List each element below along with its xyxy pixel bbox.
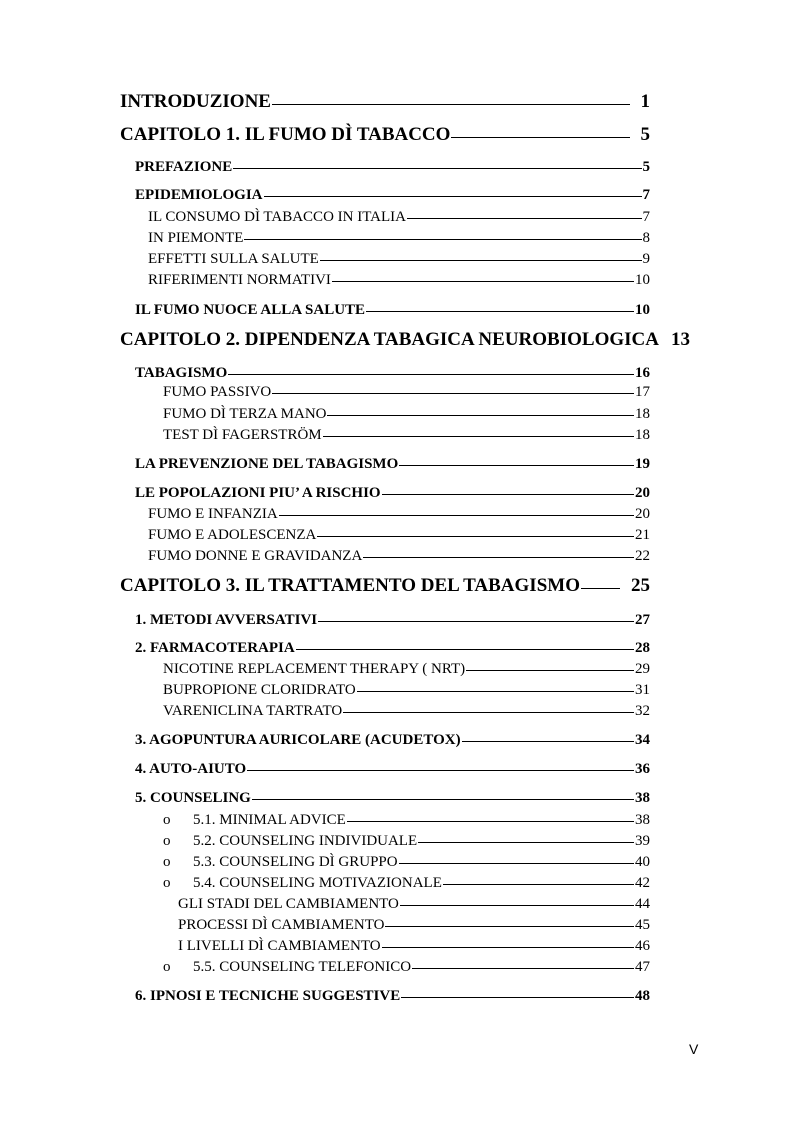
toc-entry[interactable] [163,833,650,850]
toc-entry-title: RIFERIMENTI NORMATIVI [148,272,331,288]
toc-entry[interactable] [163,959,650,976]
toc-entry-page: 1 [640,91,650,112]
toc-entry[interactable] [135,988,650,1005]
toc-entry-title: EPIDEMIOLOGIA [135,187,263,203]
toc-entry-page: 13 [670,329,690,350]
toc-entry[interactable] [163,661,650,678]
toc-entry[interactable] [135,187,650,204]
toc-entry[interactable] [178,896,650,913]
toc-entry[interactable] [135,302,650,319]
leader-line [252,799,634,800]
toc-entry-title: 5. COUNSELING [135,790,251,806]
leader-line [399,863,634,864]
toc-entry-title: 5.3. COUNSELING DÌ GRUPPO [193,854,398,870]
toc-entry-title: 5.1. MINIMAL ADVICE [193,812,346,828]
toc-entry-title: LE POPOLAZIONI PIU’ A RISCHIO [135,485,381,501]
toc-entry[interactable] [135,790,650,807]
toc-entry-title: CAPITOLO 3. IL TRATTAMENTO DEL TABAGISMO [120,575,580,596]
toc-entry-page: 18 [635,427,650,443]
toc-entry-title: INTRODUZIONE [120,91,271,112]
toc-entry-page: 17 [635,384,650,400]
toc-entry-page: 36 [635,761,650,777]
bullet-marker: o [163,875,171,891]
toc-entry-page: 25 [631,575,650,596]
toc-entry-page: 16 [635,365,650,381]
leader-line [412,968,634,969]
leader-line [401,997,634,998]
leader-line [466,670,634,671]
toc-entry-page: 10 [635,302,650,318]
toc-entry-page: 10 [635,272,650,288]
toc-entry-title: 5.4. COUNSELING MOTIVAZIONALE [193,875,442,891]
page-number: V [689,1041,699,1057]
toc-entry-page: 20 [635,506,650,522]
toc-entry-page: 38 [635,790,650,806]
toc-entry-page: 38 [635,812,650,828]
leader-line [400,905,634,906]
toc-entry[interactable] [120,124,650,146]
toc-entry[interactable] [120,329,690,351]
toc-entry-page: 22 [635,548,650,564]
leader-line [327,415,634,416]
toc-entry[interactable] [148,230,650,247]
toc-entry[interactable] [120,575,650,597]
toc-entry-page: 40 [635,854,650,870]
leader-line [581,588,620,589]
toc-entry-page: 27 [635,612,650,628]
leader-line [264,196,642,197]
toc-entry-title: PROCESSI DÌ CAMBIAMENTO [178,917,385,933]
toc-entry-page: 45 [635,917,650,933]
toc-entry[interactable] [163,682,650,699]
leader-line [385,926,634,927]
toc-entry-page: 28 [635,640,650,656]
toc-entry-title: 5.2. COUNSELING INDIVIDUALE [193,833,418,849]
toc-entry[interactable] [163,384,650,401]
toc-entry-page: 42 [635,875,650,891]
leader-line [244,239,641,240]
leader-line [366,311,634,312]
bullet-marker: o [163,854,171,870]
leader-line [357,691,634,692]
leader-line [296,649,634,650]
toc-entry-title: VARENICLINA TARTRATO [163,703,343,719]
toc-entry-title: 3. AGOPUNTURA AURICOLARE (ACUDETOX) [135,732,461,748]
leader-line [320,260,642,261]
toc-entry-page: 20 [635,485,650,501]
toc-entry-title: FUMO E ADOLESCENZA [148,527,317,543]
toc-entry-page: 9 [642,251,650,267]
toc-entry-title: CAPITOLO 1. IL FUMO DÌ TABACCO [120,124,451,145]
toc-entry-title: 6. IPNOSI E TECNICHE SUGGESTIVE [135,988,401,1004]
toc-entry-page: 48 [635,988,650,1004]
toc-entry-page: 19 [635,456,650,472]
toc-entry-page: 29 [635,661,650,677]
leader-line [451,137,629,138]
leader-line [318,621,634,622]
toc-entry[interactable] [120,91,650,113]
toc-entry-title: IL FUMO NUOCE ALLA SALUTE [135,302,366,318]
toc-entry[interactable] [135,485,650,502]
toc-entry-title: LA PREVENZIONE DEL TABAGISMO [135,456,399,472]
toc-entry[interactable] [135,159,650,176]
leader-line [363,557,634,558]
toc-entry-page: 7 [642,209,650,225]
leader-line [407,218,641,219]
leader-line [233,168,641,169]
toc-entry[interactable] [135,612,650,629]
toc-entry[interactable] [135,761,650,778]
toc-entry-page: 46 [635,938,650,954]
toc-entry-title: GLI STADI DEL CAMBIAMENTO [178,896,399,912]
leader-line [332,281,634,282]
toc-entry[interactable] [163,875,650,892]
toc-entry[interactable] [148,209,650,226]
bullet-marker: o [163,812,171,828]
toc-entry-page: 18 [635,406,650,422]
toc-entry-title: 2. FARMACOTERAPIA [135,640,295,656]
toc-entry-page: 8 [642,230,650,246]
toc-entry-page: 39 [635,833,650,849]
toc-entry-title: 1. METODI AVVERSATIVI [135,612,318,628]
toc-entry-page: 34 [635,732,650,748]
leader-line [272,393,634,394]
toc-entry-page: 5 [640,124,650,145]
toc-entry[interactable] [148,251,650,268]
leader-line [272,104,630,105]
toc-entry[interactable] [163,854,650,871]
toc-entry-title: FUMO DÌ TERZA MANO [163,406,327,422]
toc-entry-page: 44 [635,896,650,912]
leader-line [382,947,634,948]
leader-line [418,842,634,843]
leader-line [247,770,634,771]
toc-entry-title: IN PIEMONTE [148,230,244,246]
toc-entry[interactable] [148,506,650,523]
toc-entry-title: BUPROPIONE CLORIDRATO [163,682,356,698]
leader-line [343,712,634,713]
toc-entry[interactable] [178,917,650,934]
toc-entry[interactable] [135,365,650,382]
toc-entry[interactable] [163,703,650,720]
leader-line [462,741,634,742]
toc-entry[interactable] [148,548,650,565]
toc-entry[interactable] [163,427,650,444]
toc-entry-title: FUMO PASSIVO [163,384,272,400]
toc-entry-page: 21 [635,527,650,543]
toc-entry-page: 5 [642,159,650,175]
leader-line [443,884,634,885]
toc-entry-title: CAPITOLO 2. DIPENDENZA TABAGICA NEUROBIOLOGICA [120,329,659,350]
leader-line [347,821,634,822]
toc-entry-title: I LIVELLI DÌ CAMBIAMENTO [178,938,381,954]
toc-entry-title: TEST DÌ FAGERSTRÖM [163,427,322,443]
toc-entry[interactable] [135,732,650,749]
toc-entry-page: 32 [635,703,650,719]
toc-entry[interactable] [163,406,650,423]
toc-entry[interactable] [135,456,650,473]
toc-entry[interactable] [135,640,650,657]
bullet-marker: o [163,833,171,849]
toc-entry-title: IL CONSUMO DÌ TABACCO IN ITALIA [148,209,407,225]
toc-entry-title: NICOTINE REPLACEMENT THERAPY ( NRT) [163,661,466,677]
toc-entry-title: 4. AUTO-AIUTO [135,761,247,777]
toc-entry-page: 7 [642,187,650,203]
toc-entry[interactable] [178,938,650,955]
leader-line [382,494,634,495]
leader-line [317,536,634,537]
toc-entry-page: 47 [635,959,650,975]
toc-entry-title: EFFETTI SULLA SALUTE [148,251,319,267]
toc-entry-title: 5.5. COUNSELING TELEFONICO [193,959,412,975]
leader-line [399,465,634,466]
toc-entry[interactable] [148,272,650,289]
toc-entry-title: TABAGISMO [135,365,228,381]
toc-entry-title: PREFAZIONE [135,159,233,175]
toc-entry-page: 31 [635,682,650,698]
leader-line [228,374,634,375]
toc-entry[interactable] [163,812,650,829]
leader-line [279,515,634,516]
leader-line [323,436,634,437]
toc-entry-title: FUMO DONNE E GRAVIDANZA [148,548,363,564]
bullet-marker: o [163,959,171,975]
toc-entry-title: FUMO E INFANZIA [148,506,278,522]
toc-entry[interactable] [148,527,650,544]
